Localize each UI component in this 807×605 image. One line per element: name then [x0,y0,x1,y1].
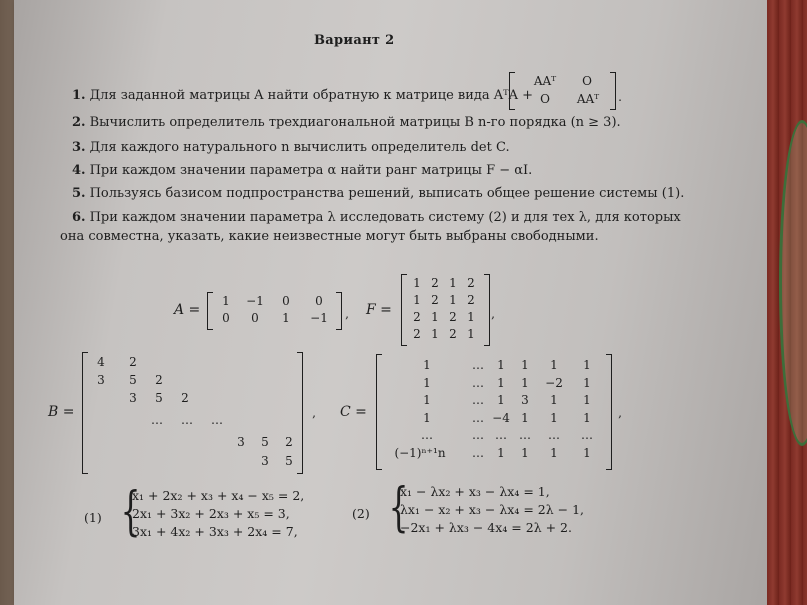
task-4: 4. При каждом значении параметра α найти ранг матрицы F − αI. [72,163,533,178]
bracket-right [610,72,616,110]
matrix-c-cell: −4 [492,410,510,425]
matrix-c-cell: … [548,428,560,442]
matrix-f-cell: 2 [413,327,421,341]
matrix-c-cell: 1 [497,375,505,390]
matrix-c-cell: … [472,410,484,425]
matrix-f-cell: 1 [431,310,439,324]
matrix-c-cell: 1 [521,375,529,390]
matrix-f-cell: 2 [449,327,457,341]
task-2: 2. Вычислить определитель трехдиагональной матрицы B n-го порядка (n ≥ 3). [72,115,621,130]
matrix-c-cell: 1 [583,358,591,372]
matrix-c-cell: 1 [423,358,431,372]
matrix-f-cell: 2 [467,293,475,307]
task-1: 1. Для заданной матрицы A найти обратную к матрице вида AᵀA + [72,88,534,103]
matrix-c-cell: 1 [521,445,529,460]
task-5: 5. Пользуясь базисом подпространства решений, выписать общее решение системы (1). [72,186,685,201]
matrix-c-cell: 1 [497,358,505,372]
matrix-c-cell: … [472,393,484,407]
paper-sheet: Вариант 2 1. Для заданной матрицы A найти обратную к матрице вида AᵀA + AAᵀ O O AAᵀ . 2. Вычислить определитель трехдиагональной матрицы B n-го порядка (n ≥ 3). 3. Для каждого натурального n вычислить определитель det C. 4. При каждом значении параметра α найти ранг матрицы F − αI. 5. Пользуясь базисом подпространства решений, выписать общее решение системы (1). 6. При каждом значении параметра λ исследовать систему (2) и для тех λ, для которых она совместна, указать, какие неизвестные могут быть выбраны свободными. A = 1 −1 0 0 0 0 1 −1 , F = 1 2 1 2 1 2 1 2 2 1 2 1 2 1 2 1 , B = 4 2 3 5 2 3 5 2 … … … 3 5 2 3 5 , C = 1 … 1 1 1 1 1 … 1 1 −2 1 1 … 1 3 1 1 1 … −4 1 1 1 … … … … … … (−1)ⁿ⁺¹n … 1 1 1 1 , (1) { x₁ + 2x₂ + x₃ + x₄ − x₅ = 2, 2x₁ + 3x₂ + 2x₃ + x₅ = 3, 3x₁ + 4x₂ + 3x₃ + 2x₄ = 7, (2) { x₁ − λx₂ + x₃ − λx₄ = 1, λx₁ − x₂ + x₃ − λx₄ = 2λ − 1, −2x₁ + λx₃ − 4x₄ = 2λ + 2. [14,0,769,605]
task-6-continuation: она совместна, указать, какие неизвестные могут быть выбраны свободными. [60,229,599,244]
matrix-c-cell: … [472,358,484,372]
matrix-c-cell: 1 [423,393,431,407]
matrix-f-cell: 1 [413,293,421,307]
matrix-c-cell: … [581,428,593,442]
matrix-f-cell: 2 [431,276,439,290]
matrix-f-cell: 2 [413,310,421,324]
matrix-c-cell: 1 [550,410,558,425]
bracket-left [509,72,515,110]
matrix-f-cell: 1 [431,327,439,341]
task-6: 6. При каждом значении параметра λ исследовать систему (2) и для тех λ, для которых [72,210,681,225]
matrix-c-cell: (−1)ⁿ⁺¹n [394,445,446,460]
matrix-c-cell: 1 [583,393,591,407]
matrix-c-cell: 1 [423,375,431,390]
matrix-c-cell: 1 [497,393,505,407]
matrix-c-cell: 1 [521,358,529,372]
matrix-c-cell: 1 [583,410,591,425]
matrix-f-cell: 2 [467,276,475,290]
matrix-c-cell: … [495,428,507,442]
matrix-c-cell: 1 [550,358,558,372]
matrix-c-cell: … [472,428,484,442]
matrix-f-cell: 1 [467,310,475,324]
matrix-c-cell: 3 [521,393,529,407]
matrix-c-cell: … [472,445,484,460]
variant-title: Вариант 2 [314,33,395,48]
brace-left: { [388,478,409,538]
matrix-c-cell: … [519,428,531,442]
matrix-c-cell: … [421,428,433,442]
matrix-f-cell: 1 [467,327,475,341]
matrix-f-cell: 1 [413,276,421,290]
matrix-c-cell: 1 [521,410,529,425]
matrix-c-cell: 1 [497,445,505,460]
matrix-f-cell: 2 [449,310,457,324]
task-3: 3. Для каждого натурального n вычислить определитель det C. [72,140,510,155]
matrix-f-cell: 2 [431,293,439,307]
matrix-c-cell: 1 [583,445,591,460]
matrix-c-cell: 1 [550,393,558,407]
matrix-c-cell: 1 [550,445,558,460]
matrix-c-cell: 1 [423,410,431,425]
matrix-c-cell: … [472,375,484,390]
matrix-f-cell: 1 [449,276,457,290]
brace-left: { [120,482,141,542]
matrix-c-cell: −2 [545,375,563,390]
matrix-f-cell: 1 [449,293,457,307]
matrix-c-cell: 1 [583,375,591,390]
